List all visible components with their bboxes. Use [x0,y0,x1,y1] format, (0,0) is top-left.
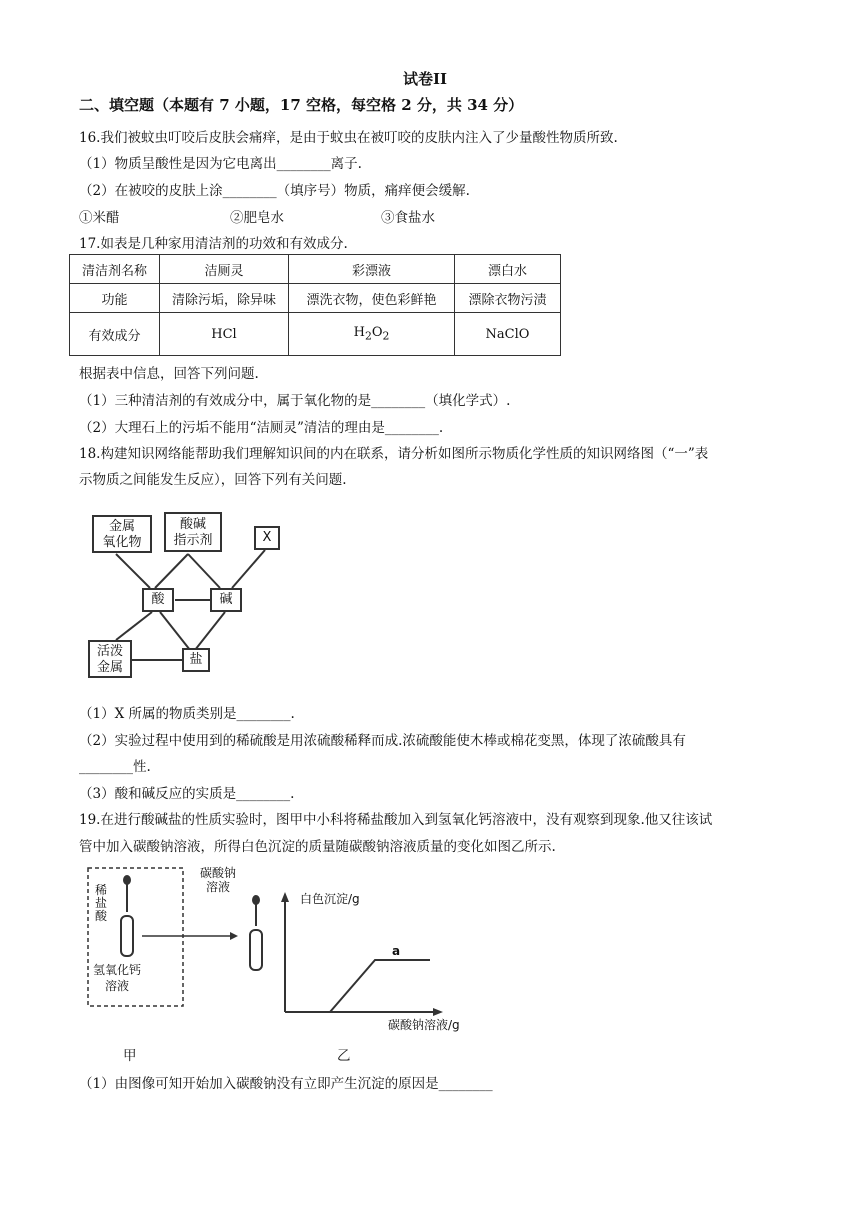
table-header-row [70,255,561,284]
q17-part1: （1）三种清洁剂的有效成分中，属于氧化物的是________（填化学式）. [79,393,511,409]
label-char: 盐 [95,896,108,910]
label-char: 酸 [95,909,108,923]
table-header-cell: 清洁剂名称 [70,255,160,284]
salt-box: 盐 [182,648,210,672]
q18-part3: （3）酸和碱反应的实质是________. [79,786,295,802]
table-cell: 清除污垢，除异味 [160,284,289,313]
q17-part2: （2）大理石上的污垢不能用“洁厕灵”清洁的理由是________. [79,420,444,436]
table-header-cell: 彩漂液 [289,255,455,284]
q18-part1: （1）X 所属的物质类别是________. [79,706,295,722]
label-char: 稀 [95,883,108,897]
table-cell: 漂洗衣物，使色彩鲜艳 [289,284,455,313]
q19-stem-line1: 19.在进行酸碱盐的性质实验时，图甲中小科将稀盐酸加入到氢氧化钙溶液中，没有观察到现象.他又往该试 [79,812,713,828]
x-box: X [254,526,280,550]
table-cell: 漂除衣物污渍 [455,284,561,313]
q19-stem-line2: 管中加入碳酸钠溶液，所得白色沉淀的质量随碳酸钠溶液质量的变化如图乙所示. [79,839,556,855]
table-cell: 功能 [70,284,160,313]
indicator-box [164,512,222,552]
base-box: 碱 [210,588,242,612]
table-cell: 有效成分 [70,313,160,356]
box-label: 指示剂 [173,533,213,548]
table-header-cell: 漂白水 [455,255,561,284]
table-cell: HCl [160,313,289,356]
q18-stem-line1: 18.构建知识网络能帮助我们理解知识间的内在联系，请分析如图所示物质化学性质的知识网络图（“一”表 [79,446,709,462]
caption-jia: 甲 [123,1048,137,1064]
box-label: 酸碱 [179,517,206,532]
dilute-hcl-label [95,884,107,923]
table-row [70,313,561,356]
q16-option-1: ①米醋 [79,210,120,226]
na2co3-dropper-label [200,866,236,894]
q18-part2-line1: （2）实验过程中使用到的稀硫酸是用浓硫酸稀释而成.浓硫酸能使木棒或棉花变黑，体现了浓硫酸具有 [79,733,686,749]
section-title: 二、填空题（本题有 7 小题，17 空格，每空格 2 分，共 34 分） [79,96,524,114]
point-a-label: a [392,944,401,958]
box-label: 金属 [96,660,123,675]
label-line: 氢氧化钙 [93,963,142,977]
label-line: 碳酸钠 [200,866,237,880]
table-cell: $H_2O_2$ [289,313,455,356]
q17-stem: 17.如表是几种家用清洁剂的功效和有效成分. [79,236,348,252]
q16-part2: （2）在被咬的皮肤上涂________（填序号）物质，痛痒便会缓解. [79,183,470,199]
caption-yi: 乙 [337,1048,351,1064]
box-label: 金属 [108,519,135,534]
q17-intro: 根据表中信息，回答下列问题. [79,366,259,382]
table-cell: NaClO [455,313,561,356]
q19-figure [80,860,480,1040]
box-label: 氧化物 [102,535,142,550]
table-header-cell: 洁厕灵 [160,255,289,284]
metal-oxide-box [92,515,152,553]
active-metal-box [88,640,132,678]
cleaner-table [69,254,561,356]
paper-title: 试卷II [403,70,448,88]
acid-box: 酸 [142,588,174,612]
q19-part1: （1）由图像可知开始加入碳酸钠没有立即产生沉淀的原因是________ [79,1076,493,1092]
label-line: 溶液 [206,880,231,894]
q16-stem: 16.我们被蚊虫叮咬后皮肤会痛痒，是由于蚊虫在被叮咬的皮肤内注入了少量酸性物质所致. [79,130,618,146]
q16-option-2: ②肥皂水 [230,210,284,226]
y-axis-label: 白色沉淀/g [300,892,360,906]
q18-stem-line2: 示物质之间能发生反应），回答下列有关问题. [79,472,347,488]
q16-option-3: ③食盐水 [381,210,435,226]
label-line: 溶液 [105,979,130,993]
caoh2-label [93,962,141,994]
q18-part2-line2: ________性. [79,759,151,775]
q16-part1: （1）物质呈酸性是因为它电离出________离子. [79,156,362,172]
table-row [70,284,561,313]
box-label: 活泼 [96,644,123,659]
x-axis-label: 碳酸钠溶液/g [388,1018,460,1032]
